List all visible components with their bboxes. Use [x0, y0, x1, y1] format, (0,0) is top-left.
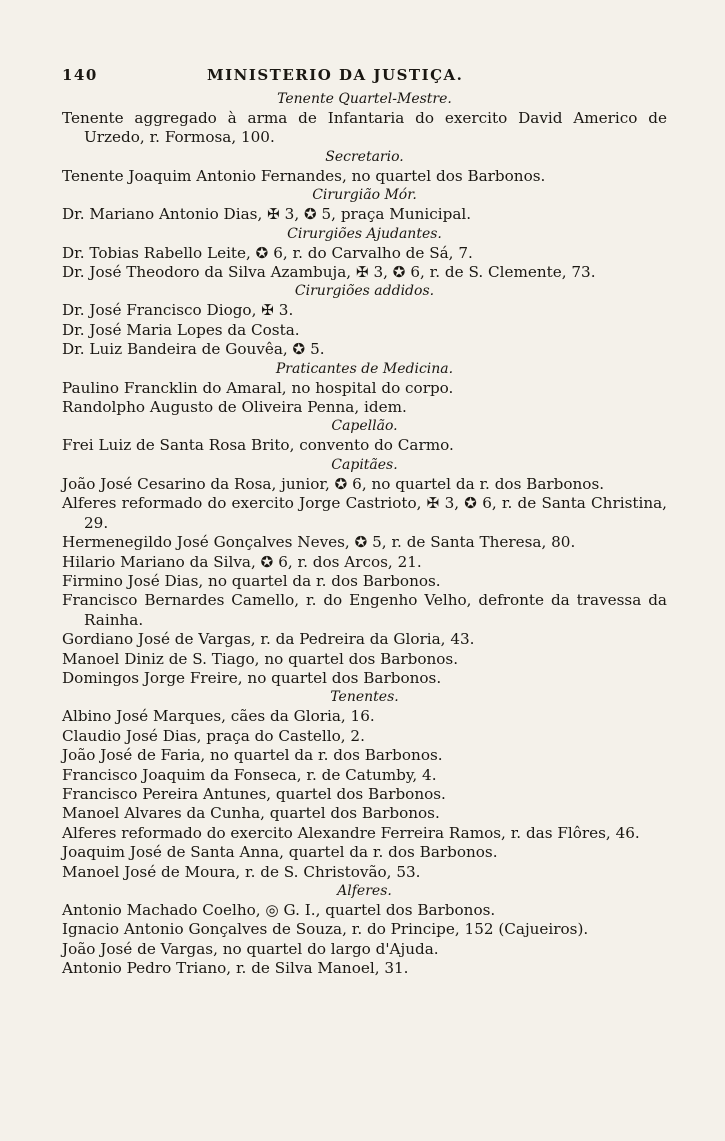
section-heading: Praticantes de Medicina. [275, 360, 454, 377]
list-entry: Antonio Pedro Triano, r. de Silva Manoel, 31. [62, 959, 409, 978]
list-entry: Dr. José Francisco Diogo, ✠ 3. [62, 301, 294, 320]
running-head [62, 60, 667, 90]
list-entry: Dr. José Theodoro da Silva Azambuja, ✠ 3, ✪ 6, r. de S. Clemente, 73. [62, 263, 596, 282]
list-entry: Francisco Joaquim da Fonseca, r. de Catumby, 4. [62, 765, 437, 784]
list-entry: Domingos Jorge Freire, no quartel dos Barbonos. [62, 668, 442, 687]
list-entry: Tenente aggregado à arma de Infantaria do exercito David Americo de Urzedo, r. Formosa, 100. [62, 109, 667, 147]
list-entry: Claudio José Dias, praça do Castello, 2. [62, 726, 365, 745]
list-entry: Hilario Mariano da Silva, ✪ 6, r. dos Arcos, 21. [62, 552, 422, 571]
list-entry: João José de Faria, no quartel da r. dos Barbonos. [62, 746, 443, 765]
list-entry: Alferes reformado do exercito Alexandre Ferreira Ramos, r. das Flôres, 46. [62, 823, 640, 842]
section-heading: Tenentes. [330, 689, 399, 706]
list-entry: João José Cesarino da Rosa, junior, ✪ 6, no quartel da r. dos Barbonos. [62, 474, 605, 493]
list-entry: Dr. Luiz Bandeira de Gouvêa, ✪ 5. [62, 340, 325, 359]
list-entry: Frei Luiz de Santa Rosa Brito, convento do Carmo. [62, 436, 454, 455]
list-entry: Manoel José de Moura, r. de S. Christovão, 53. [62, 862, 421, 881]
list-entry: Dr. José Maria Lopes da Costa. [62, 320, 300, 339]
list-entry: Antonio Machado Coelho, ◎ G. I., quartel dos Barbonos. [62, 901, 496, 919]
section-heading: Capellão. [331, 418, 398, 435]
list-entry: Francisco Pereira Antunes, quartel dos Barbonos. [62, 784, 446, 803]
list-entry: Albino José Marques, cães da Gloria, 16. [62, 707, 375, 726]
section-heading: Secretario. [325, 148, 404, 165]
list-entry: Manoel Diniz de S. Tiago, no quartel dos Barbonos. [62, 649, 459, 668]
page-title: MINISTERIO DA JUSTIÇA. [207, 66, 464, 84]
list-entry: Paulino Francklin do Amaral, no hospital do corpo. [62, 378, 454, 397]
section-heading: Cirurgiões addidos. [294, 283, 435, 300]
list-entry: Ignacio Antonio Gonçalves de Souza, r. do Principe, 152 (Cajueiros). [62, 920, 589, 939]
list-entry: Hermenegildo José Gonçalves Neves, ✪ 5, r. de Santa Theresa, 80. [62, 533, 576, 552]
list-entry: Francisco Bernardes Camello, r. do Engenho Velho, defronte da travessa da Rainha. [62, 591, 667, 629]
section-heading: Alferes. [337, 883, 392, 899]
section-heading: Cirurgiões Ajudantes. [287, 225, 442, 242]
list-entry: Randolpho Augusto de Oliveira Penna, idem. [62, 398, 407, 417]
list-entry: Alferes reformado do exercito Jorge Castrioto, ✠ 3, ✪ 6, r. de Santa Christina, 29. [62, 494, 667, 532]
list-entry: Firmino José Dias, no quartel da r. dos Barbonos. [62, 571, 441, 590]
list-entry: Tenente Joaquim Antonio Fernandes, no quartel dos Barbonos. [62, 166, 546, 185]
list-entry: Joaquim José de Santa Anna, quartel da r. dos Barbonos. [62, 843, 498, 862]
list-entry: Gordiano José de Vargas, r. da Pedreira da Gloria, 43. [62, 630, 475, 649]
body-text [62, 90, 667, 979]
list-entry: João José de Vargas, no quartel do largo d'Ajuda. [62, 939, 439, 958]
section-heading: Cirurgião Mór. [312, 187, 417, 204]
section-heading: Capitães. [331, 456, 398, 473]
list-entry: Manoel Alvares da Cunha, quartel dos Barbonos. [62, 804, 440, 823]
section-heading: Tenente Quartel-Mestre. [277, 91, 452, 107]
page-number: 140 [62, 66, 98, 84]
list-entry: Dr. Mariano Antonio Dias, ✠ 3, ✪ 5, praça Municipal. [62, 205, 472, 224]
list-entry: Dr. Tobias Rabello Leite, ✪ 6, r. do Carvalho de Sá, 7. [62, 243, 473, 262]
